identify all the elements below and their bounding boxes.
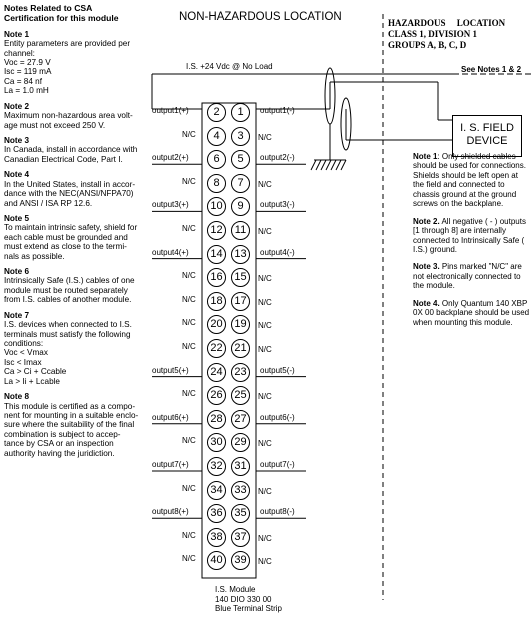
right-note-text: All negative ( - ) outputs [1 through 8] are internally connected to Intrinsically Safe ( I.S.) ground. (413, 216, 526, 254)
csa-note-line: tance by CSA or an inspection (4, 439, 114, 449)
terminal-28: 28 (207, 410, 226, 429)
terminal-25: 25 (231, 386, 250, 405)
right-note-label: Note 4. (413, 298, 440, 308)
nc-label-left: N/C (182, 318, 196, 328)
terminal-12: 12 (207, 221, 226, 240)
nc-label-left: N/C (182, 129, 196, 139)
csa-note-title: Note 7 (4, 310, 30, 320)
csa-note-line: authority having the juridiction. (4, 448, 115, 458)
csa-note-line: dance with the NEC(ANSI/NFPA70) (4, 189, 134, 199)
right-note-text: : Only shielded cables should be used for connections. Shields should be left open at the field and connected to chassis ground at the ground screws on the backplane. (413, 152, 526, 209)
terminal-33: 33 (231, 481, 250, 500)
csa-note-line: and ANSI / ISA RP 12.6. (4, 198, 93, 208)
terminal-30: 30 (207, 433, 226, 452)
field-device-line-1: I. S. FIELD (460, 122, 514, 134)
terminal-10: 10 (207, 197, 226, 216)
right-note (413, 299, 531, 327)
csa-note-line: Voc < Vmax (4, 348, 48, 358)
csa-note-line: age must not exceed 250 V. (4, 120, 106, 130)
ground-symbol-hatch (311, 160, 346, 170)
field-device-line-2: DEVICE (466, 134, 508, 147)
csa-note-line: combination is subject to accep- (4, 429, 121, 439)
module-caption-line-1: I.S. Module (215, 585, 256, 594)
terminal-13: 13 (231, 245, 250, 264)
csa-note-line: nals as possible. (4, 251, 65, 261)
right-note-label: Note 3. (413, 262, 440, 272)
terminal-2: 2 (207, 103, 226, 122)
module-caption-line-3: Blue Terminal Strip (215, 604, 282, 614)
output-plus-label: output4(+) (152, 247, 189, 257)
nc-label-left: N/C (182, 224, 196, 233)
nc-label-right: N/C (258, 132, 272, 142)
nc-label-right: N/C (258, 486, 272, 496)
csa-note-line: Intrinsically Safe (I.S.) cables of one (4, 276, 135, 286)
terminal-6: 6 (207, 150, 226, 169)
terminal-20: 20 (207, 315, 226, 334)
nc-label-right: N/C (258, 557, 272, 567)
csa-note-line: In Canada, install in accordance with (4, 145, 138, 155)
nc-label-right: N/C (258, 345, 272, 354)
csa-note-line: conditions: (4, 338, 44, 348)
terminal-18: 18 (207, 292, 226, 311)
supply-label: I.S. +24 Vdc @ No Load (186, 62, 273, 71)
terminal-3: 3 (231, 127, 250, 146)
nc-label-right: N/C (258, 533, 272, 543)
terminal-16: 16 (207, 268, 226, 287)
terminal-26: 26 (207, 386, 226, 405)
csa-note-line: sure where the suitability of the final (4, 420, 135, 430)
see-notes-label: See Notes 1 & 2 (461, 65, 522, 74)
output-plus-label: output8(+) (152, 507, 189, 517)
nc-label-right: N/C (258, 297, 272, 307)
terminal-29: 29 (231, 433, 250, 452)
is-field-device-box (452, 115, 522, 157)
csa-note-title: Note 6 (4, 267, 30, 277)
hazardous-line-3: GROUPS A, B, C, D (388, 39, 467, 50)
output-plus-label: output6(+) (152, 412, 189, 422)
module-caption-line-2: 140 DIO 330 00 (215, 594, 272, 604)
csa-note-line: Maximum non-hazardous area volt- (4, 111, 133, 121)
terminal-31: 31 (231, 457, 250, 476)
csa-note-line: Isc = 119 mA (4, 67, 52, 77)
csa-note-line: module must be routed separately (4, 285, 128, 295)
nc-label-right: N/C (258, 179, 272, 189)
right-notes (413, 152, 531, 335)
nc-label-right: N/C (258, 321, 272, 331)
right-note (413, 262, 531, 290)
terminal-35: 35 (231, 504, 250, 523)
csa-note-title: Note 3 (4, 135, 30, 145)
terminal-1: 1 (231, 103, 250, 122)
nc-label-right: N/C (258, 392, 272, 402)
terminal-39: 39 (231, 551, 250, 570)
csa-note-title: Note 1 (4, 29, 30, 39)
terminal-17: 17 (231, 292, 250, 311)
csa-note-line: To maintain intrinsic safety, shield for (4, 223, 138, 233)
csa-note-title: Note 2 (4, 101, 30, 111)
nc-label-left: N/C (182, 389, 196, 399)
output-plus-label: output2(+) (152, 153, 189, 163)
csa-note-line: terminals must satisfy the following (4, 329, 131, 339)
csa-note-line: channel: (4, 48, 35, 58)
terminal-27: 27 (231, 410, 250, 429)
terminal-9: 9 (231, 197, 250, 216)
output-plus-label: output3(+) (152, 200, 189, 210)
terminal-7: 7 (231, 174, 250, 193)
csa-note-line: Entity parameters are provided per (4, 39, 131, 49)
terminal-21: 21 (231, 339, 250, 358)
terminal-34: 34 (207, 481, 226, 500)
nc-label-left: N/C (182, 554, 196, 564)
terminal-5: 5 (231, 150, 250, 169)
csa-note-line: Voc = 27.9 V (4, 58, 51, 68)
terminal-23: 23 (231, 363, 250, 382)
terminal-11: 11 (231, 221, 250, 240)
right-note-label: Note 2. (413, 216, 440, 226)
hazardous-line-2: CLASS 1, DIVISION 1 (388, 28, 478, 39)
terminal-24: 24 (207, 363, 226, 382)
nc-label-left: N/C (182, 342, 196, 351)
right-note (413, 152, 531, 209)
output-minus-label: output6(-) (260, 412, 295, 422)
right-note (413, 217, 531, 255)
csa-note-line: Ca = 84 nf (4, 76, 43, 86)
terminal-8: 8 (207, 174, 226, 193)
csa-note-line: La > Ii + Lcable (4, 376, 60, 386)
terminal-32: 32 (207, 457, 226, 476)
output-minus-label: output7(-) (260, 460, 295, 469)
nc-label-right: N/C (258, 227, 272, 236)
csa-note-line: Ca > Ci + Ccable (4, 367, 67, 377)
csa-note-line: Isc < Imax (4, 357, 42, 367)
csa-note-line: must extend as close to the termi- (4, 242, 127, 252)
output-plus-label: output7(+) (152, 460, 189, 469)
csa-heading-1: Notes Related to CSA (4, 3, 93, 13)
terminal-36: 36 (207, 504, 226, 523)
csa-note-title: Note 8 (4, 392, 30, 402)
output-minus-label: output3(-) (260, 200, 295, 210)
nc-label-left: N/C (182, 483, 196, 493)
nc-label-left: N/C (182, 294, 196, 304)
terminal-22: 22 (207, 339, 226, 358)
output-minus-label: output5(-) (260, 365, 295, 375)
csa-note-line: In the United States, install in accor- (4, 179, 136, 189)
csa-note-title: Note 5 (4, 213, 30, 223)
csa-note-line: This module is certified as a compo- (4, 401, 136, 411)
terminal-40: 40 (207, 551, 226, 570)
csa-note-line: Canadian Electrical Code, Part I. (4, 154, 123, 164)
nc-label-left: N/C (182, 176, 196, 186)
output-plus-label: output5(+) (152, 365, 189, 375)
terminal-15: 15 (231, 268, 250, 287)
nonhazardous-location-title: NON-HAZARDOUS LOCATION (179, 11, 342, 23)
output-minus-label: output2(-) (260, 153, 295, 163)
terminal-4: 4 (207, 127, 226, 146)
right-note-text: Only Quantum 140 XBP 0X 00 backplane should be used when mounting this module. (413, 298, 530, 327)
terminal-37: 37 (231, 528, 250, 547)
right-note-label: Note 1 (413, 152, 438, 161)
csa-heading-2: Certification for this module (4, 12, 119, 23)
terminal-14: 14 (207, 245, 226, 264)
csa-note-line: nent for mounting in a suitable enclo- (4, 410, 139, 420)
module-caption (215, 585, 282, 614)
output-minus-label: output1(-) (260, 106, 295, 115)
right-note-text: Pins marked "N/C" are not electronically connected to the module. (413, 262, 522, 291)
output-minus-label: output8(-) (260, 507, 295, 517)
output-minus-label: output4(-) (260, 247, 295, 257)
output-plus-label: output1(+) (152, 106, 189, 115)
nc-label-right: N/C (258, 439, 272, 449)
nc-label-left: N/C (182, 436, 196, 446)
csa-note-line: from I.S. cables of another module. (4, 295, 132, 305)
csa-note-line: I.S. devices when connected to I.S. (4, 320, 132, 330)
hazardous-line-1: HAZARDOUS LOCATION (388, 18, 506, 28)
nc-label-right: N/C (258, 274, 272, 284)
terminal-38: 38 (207, 528, 226, 547)
csa-note-line: each cable must be grounded and (4, 232, 128, 242)
nc-label-left: N/C (182, 530, 196, 540)
csa-note-title: Note 4 (4, 170, 30, 180)
nc-label-left: N/C (182, 271, 196, 281)
terminal-19: 19 (231, 315, 250, 334)
csa-note-line: La = 1.0 mH (4, 86, 49, 96)
